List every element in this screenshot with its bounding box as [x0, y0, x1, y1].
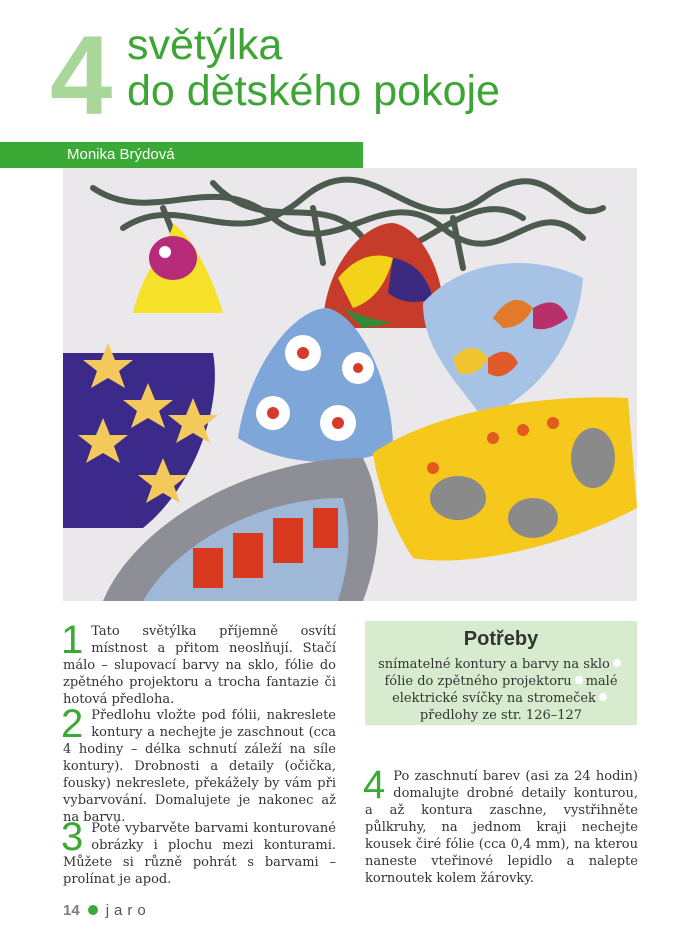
photo-illustration — [63, 168, 637, 601]
needs-box — [365, 621, 637, 725]
needs-item: předlohy ze str. 126–127 — [419, 708, 583, 723]
author-name: Monika Brýdová — [67, 146, 175, 163]
footer-dot-icon — [88, 905, 98, 915]
bullet-icon — [613, 659, 621, 667]
step-2 — [61, 702, 336, 826]
section-name: jaro — [105, 902, 151, 919]
page-number: 14 — [63, 902, 80, 919]
needs-list — [365, 656, 637, 724]
step-4-number: 4 — [363, 763, 386, 807]
needs-item: malé elektrické svíčky na stromeček — [392, 674, 618, 706]
step-1 — [61, 618, 336, 708]
title-line-2: do dětského pokoje — [127, 67, 500, 115]
page-footer — [63, 902, 151, 920]
article-number: 4 — [50, 13, 113, 138]
step-2-number: 2 — [61, 702, 84, 746]
needs-item: fólie do zpětného projektoru — [384, 674, 572, 689]
bullet-icon — [599, 693, 607, 701]
bullet-icon — [575, 676, 583, 684]
step-3-text: Poté vybarvěte barvami konturované obrázky i plochu mezi konturami. Můžete si různě pohrát s barvami – prolínat je apod. — [63, 821, 336, 887]
needs-item: snímatelné kontury a barvy na sklo — [378, 657, 610, 672]
article-title — [127, 22, 500, 114]
step-3-number: 3 — [61, 815, 84, 859]
author-bar — [0, 142, 363, 168]
title-line-1: světýlka — [127, 21, 283, 69]
step-3 — [61, 815, 336, 888]
step-2-text: Předlohu vložte pod fólii, nakreslete kontury a nechejte je zaschnout (cca 4 hodiny – délka schnutí záleží na síle kontury). Drobnosti a detaily (očička, fousky) nekreslete, překážely by vám při vybarvování. Domalujete je nakonec až na barvu. — [63, 708, 336, 825]
step-4-text: Po zaschnutí barev (asi za 24 hodin) domalujte drobné detaily konturou, a až kontura zaschne, vystřihněte půlkruhy, na jednom kraji nechejte kousek čiré fólie (cca 0,4 mm), na kterou naneste vteřinové lepidlo a nalepte kornoutek kolem žárovky. — [365, 769, 638, 886]
needs-title: Potřeby — [463, 628, 539, 650]
article-photo — [63, 168, 637, 601]
step-1-number: 1 — [61, 618, 84, 662]
step-4 — [363, 763, 638, 887]
step-1-text: Tato světýlka příjemně osvítí místnost a přitom neoslňují. Stačí málo – slupovací barvy na sklo, fólie do zpětného projektoru a trocha fantazie či hotová předloha. — [63, 624, 336, 707]
